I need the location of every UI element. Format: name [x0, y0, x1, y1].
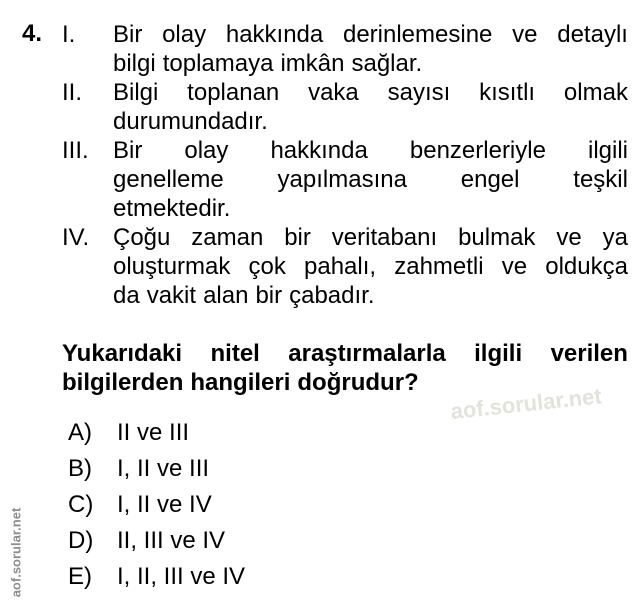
option-letter: C) [68, 491, 94, 518]
option-c[interactable] [68, 490, 245, 526]
statement-numeral: II. [62, 79, 83, 106]
option-text: II, III ve IV [117, 527, 226, 554]
text-line: etmektedir. [113, 195, 231, 222]
option-a[interactable] [68, 418, 245, 454]
answer-options [68, 418, 245, 598]
statement-3 [62, 136, 628, 223]
option-e[interactable] [68, 562, 245, 598]
option-text: I, II ve IV [117, 491, 212, 518]
text-line: bilgilerden hangileri doğrudur? [62, 369, 419, 396]
text-line: oluşturmak çok pahalı, zahmetli ve oldukça [113, 253, 628, 280]
text-line: durumundadır. [113, 108, 268, 135]
statement-numeral: I. [62, 21, 76, 48]
option-d[interactable] [68, 526, 245, 562]
statement-numeral: III. [62, 137, 89, 164]
text-line: Yukarıdaki nitel araştırmalarla ilgili verilen [62, 340, 628, 367]
option-text: I, II ve III [117, 455, 210, 482]
statement-1 [62, 20, 628, 78]
option-b[interactable] [68, 454, 245, 490]
text-line: bilgi toplamaya imkân sağlar. [113, 50, 423, 77]
option-letter: E) [68, 563, 92, 590]
text-line: genelleme yapılmasına engel teşkil [113, 166, 628, 193]
side-watermark: aof.sorular.net [8, 507, 24, 598]
statement-numeral: IV. [62, 224, 90, 251]
statement-4 [62, 223, 628, 310]
question-number: 4. [22, 20, 43, 47]
text-line: Bir olay hakkında derinlemesine ve detaylı [113, 21, 628, 48]
watermark: aof.sorular.net [449, 383, 603, 424]
statement-list [62, 20, 628, 310]
option-letter: B) [68, 455, 92, 482]
option-text: II ve III [117, 419, 190, 446]
option-letter: A) [68, 419, 92, 446]
text-line: Bilgi toplanan vaka sayısı kısıtlı olmak [113, 79, 628, 106]
text-line: Çoğu zaman bir veritabanı bulmak ve ya [113, 224, 628, 251]
option-letter: D) [68, 527, 94, 554]
text-line: Bir olay hakkında benzerleriyle ilgili [113, 137, 628, 164]
option-text: I, II, III ve IV [117, 563, 246, 590]
text-line: da vakit alan bir çabadır. [113, 282, 375, 309]
statement-2 [62, 78, 628, 136]
